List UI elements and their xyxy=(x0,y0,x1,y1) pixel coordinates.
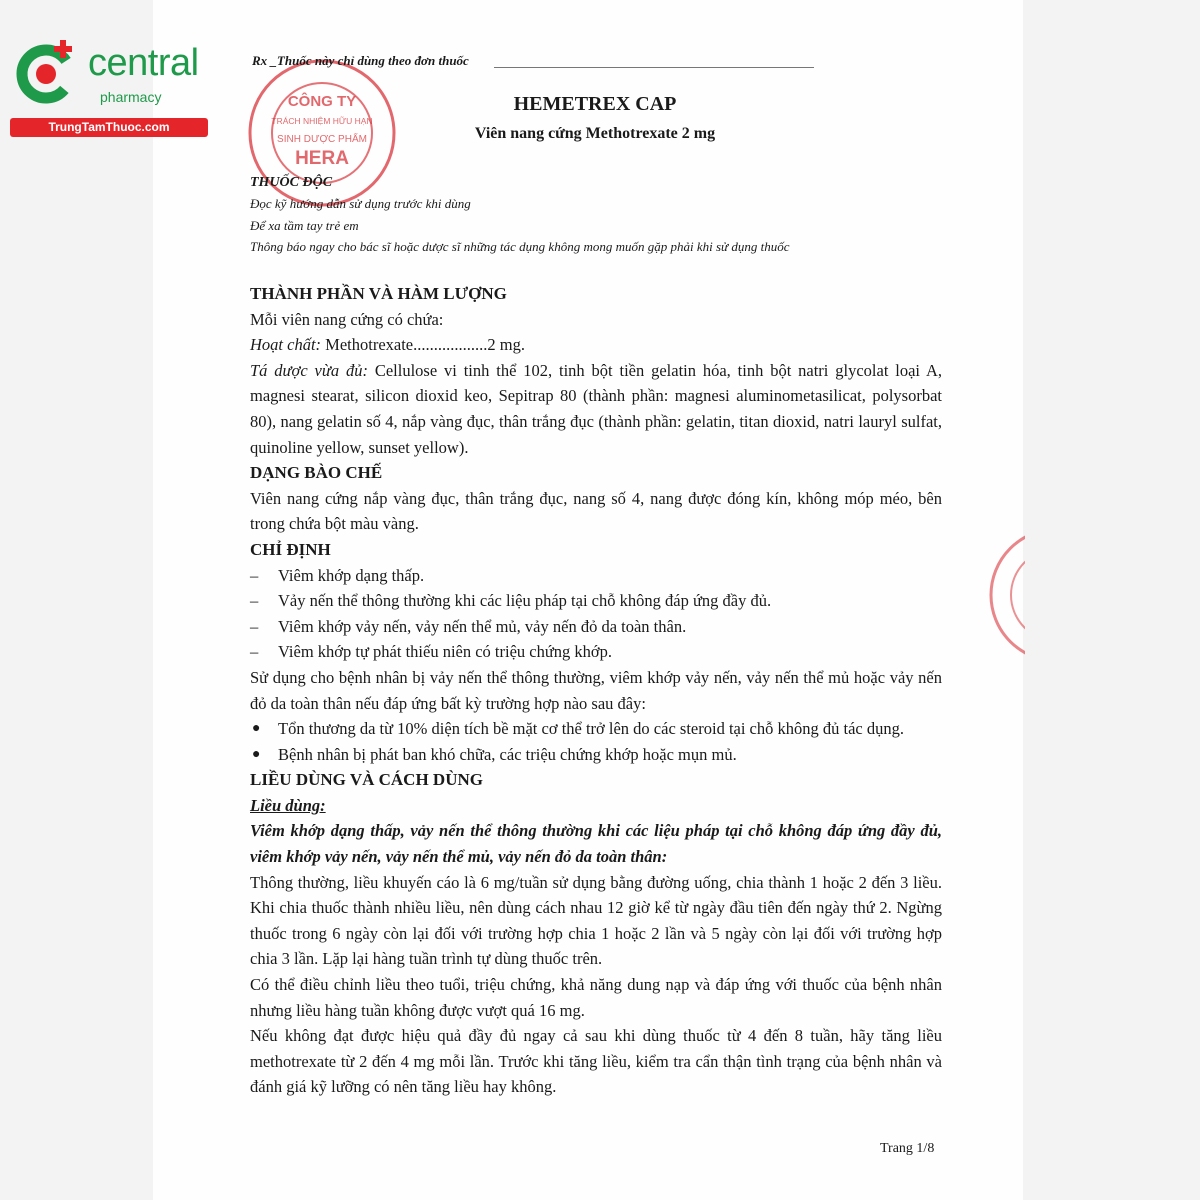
indication-text: Viêm khớp tự phát thiếu niên có triệu chứng khớp. xyxy=(278,642,613,662)
composition-intro: Mỗi viên nang cứng có chứa: xyxy=(250,309,444,329)
logo-sub-text: pharmacy xyxy=(100,89,162,105)
dosage-paragraph-3: Nếu không đạt được hiệu quả đầy đủ ngay cả sau khi dùng thuốc từ 4 đến 8 tuần, hãy tăng liều methotrexate từ 2 đến 4 mg mỗi lần. Trước khi tăng liều, kiểm tra cẩn thận tình trạng của bệnh nhân và đánh giá kỹ lưỡng có nên tăng liều hay không. xyxy=(250,1026,942,1097)
bullet-text: Bệnh nhân bị phát ban khó chữa, các triệu chứng khớp hoặc mụn mủ. xyxy=(278,744,737,764)
page-number: Trang 1/8 xyxy=(880,1141,935,1156)
product-title: HEMETREX CAP xyxy=(513,93,677,115)
rx-divider xyxy=(494,67,814,68)
dosage-subheading xyxy=(250,793,942,819)
bullet-item xyxy=(250,742,942,768)
partial-stamp xyxy=(985,525,1025,670)
bullet-text: Tổn thương da từ 10% diện tích bề mặt cơ thể trở lên do các steroid tại chỗ không đủ tác dụng. xyxy=(278,719,904,739)
dash-marker: – xyxy=(250,591,259,611)
bullet-icon: ● xyxy=(252,721,261,737)
poison-warning: THUỐC ĐỘC xyxy=(250,175,333,190)
dosage-condition-text: Viêm khớp dạng thấp, vảy nến thể thông thường khi các liệu pháp tại chỗ không đáp ứng đầy đủ, viêm khớp vảy nến, vảy nến thể mủ, vảy nến đỏ da toàn thân: xyxy=(250,821,942,867)
indication-text: Viêm khớp vảy nến, vảy nến thể mủ, vảy nến đỏ da toàn thân. xyxy=(278,616,687,636)
indications-heading: CHỈ ĐỊNH xyxy=(250,539,331,559)
rx-notice: Rx _Thuốc này chỉ dùng theo đơn thuốc xyxy=(252,53,469,68)
dosage-condition xyxy=(250,818,942,869)
dash-marker: – xyxy=(250,565,259,585)
dosage-paragraph-2: Có thể điều chỉnh liều theo tuổi, triệu chứng, khả năng dung nạp và đáp ứng với thuốc của bệnh nhân nhưng liều hàng tuần không được vượt quá 16 mg. xyxy=(250,975,942,1020)
indication-item xyxy=(250,563,942,589)
excipients xyxy=(250,358,942,460)
bullet-item xyxy=(250,716,942,742)
central-pharmacy-logo xyxy=(10,38,215,138)
dosage-form-heading: DẠNG BÀO CHẾ xyxy=(250,463,383,483)
indication-text: Viêm khớp dạng thấp. xyxy=(278,565,425,585)
composition-heading: THÀNH PHẦN VÀ HÀM LƯỢNG xyxy=(250,284,507,303)
read-instructions: Đọc kỹ hướng dẫn sử dụng trước khi dùng xyxy=(250,196,471,211)
dosage-paragraph-1: Thông thường, liều khuyến cáo là 6 mg/tuần sử dụng bằng đường uống, chia thành 1 hoặc 2 đến 3 liều. Khi chia thuốc thành nhiều liều, nên dùng cách nhau 12 giờ kể từ ngày đầu tiên đến ngày thứ 2. Ngừng thuốc trong 6 ngày còn lại đối với trường hợp chia 1 hoặc 2 lần và 5 ngày còn lại đối với trường hợp chia 3 lần. Lặp lại hàng tuần trình tự dùng thuốc trên. xyxy=(250,872,942,969)
logo-url-badge: TrungTamThuoc.com xyxy=(10,118,208,137)
document-body xyxy=(250,281,942,1100)
dosage-heading: LIỀU DÙNG VÀ CÁCH DÙNG xyxy=(250,770,483,790)
stamp-line3: SINH DƯỢC PHẨM xyxy=(277,134,367,145)
indication-text: Vảy nến thể thông thường khi các liệu pháp tại chỗ không đáp ứng đầy đủ. xyxy=(278,591,772,611)
active-text: Methotrexate..................2 mg. xyxy=(321,335,525,355)
excipients-text: Cellulose vi tinh thể 102, tinh bột tiền gelatin hóa, tinh bột natri glycolat loại A, magnesi stearat, silicon dioxid keo, Sepitrap 80 (thành phần: magnesi aluminometasilicat, polysorbat 80), nang gelatin số 4, nắp vàng đục, thân trắng đục (thành phần: gelatin, titan dioxid, natri lauryl sulfat, quinoline yellow, sunset yellow). xyxy=(250,360,943,457)
dash-marker: – xyxy=(250,642,259,662)
stamp-line4: HERA xyxy=(295,148,349,169)
indication-item xyxy=(250,614,942,640)
indications-paragraph: Sử dụng cho bệnh nhân bị vảy nến thể thông thường, viêm khớp vảy nến, vảy nến thể mủ hoặc vảy nến đỏ da toàn thân nếu đáp ứng bất kỳ trường hợp nào sau đây: xyxy=(250,667,942,713)
product-subtitle: Viên nang cứng Methotrexate 2 mg xyxy=(474,125,716,142)
excipients-label: Tá dược vừa đủ: xyxy=(250,360,368,380)
indication-item xyxy=(250,639,942,665)
dosage-subheading-text: Liều dùng: xyxy=(250,795,326,815)
indication-item xyxy=(250,588,942,614)
dosage-form-text: Viên nang cứng nắp vàng đục, thân trắng đục, nang số 4, nang được đóng kín, không móp méo, bên trong chứa bột màu vàng. xyxy=(250,488,942,534)
logo-mark-icon xyxy=(10,38,90,118)
bullet-icon: ● xyxy=(252,746,261,762)
stamp-line2: TRÁCH NHIỆM HỮU HẠN xyxy=(271,116,373,126)
active-label: Hoạt chất: xyxy=(250,335,322,355)
active-ingredient xyxy=(250,332,942,358)
report-side-effects: Thông báo ngay cho bác sĩ hoặc dược sĩ những tác dụng không mong muốn gặp phải khi sử dụng thuốc xyxy=(250,239,790,254)
dash-marker: – xyxy=(250,616,259,636)
keep-away-children: Để xa tầm tay trẻ em xyxy=(250,218,359,233)
logo-brand-text: central xyxy=(88,42,199,84)
stamp-line1: CÔNG TY xyxy=(287,93,357,110)
